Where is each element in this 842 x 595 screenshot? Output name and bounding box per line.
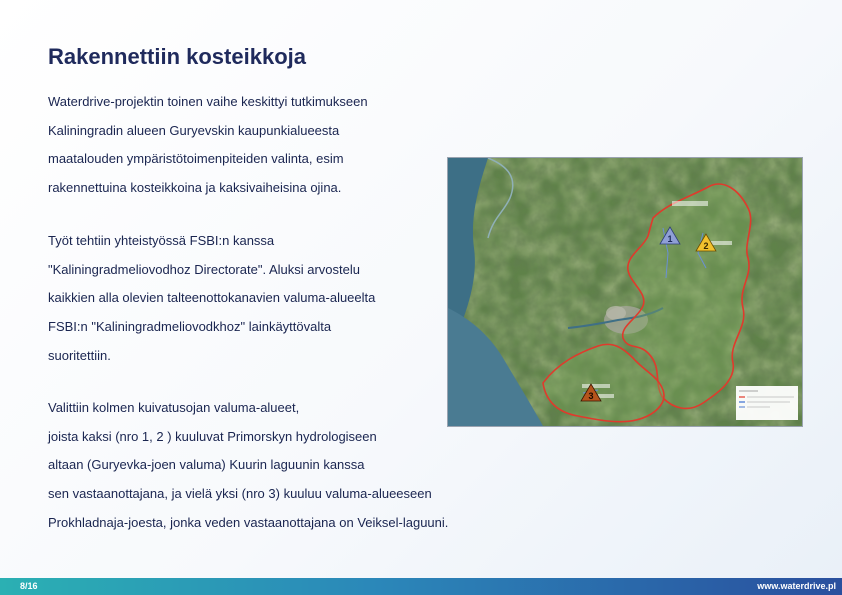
text-line: Prokhladnaja-joesta, jonka veden vastaanottajana on Veiksel-laguuni. — [48, 514, 449, 530]
page-title: Rakennettiin kosteikkoja — [48, 44, 306, 69]
text-line: joista kaksi (nro 1, 2 ) kuuluvat Primorskyn hydrologiseen — [48, 428, 377, 444]
text-line: altaan (Guryevka-joen valuma) Kuurin laguunin kanssa — [48, 457, 365, 473]
text-line: suoritettiin. — [48, 347, 111, 363]
map-satellite-image — [448, 158, 802, 426]
svg-text:1: 1 — [667, 234, 673, 244]
text-line: Työt tehtiin yhteistyössä FSBI:n kanssa — [48, 233, 275, 248]
svg-text:3: 3 — [588, 391, 594, 401]
page-number: 8/16 — [20, 581, 38, 591]
paragraph-cooperation — [48, 227, 375, 371]
text-line: kaikkien alla olevien talteenottokanavien valuma-alueelta — [48, 290, 376, 306]
text-line: Kaliningradin alueen Guryevskin kaupunkialueesta — [48, 122, 340, 138]
text-line: Waterdrive-projektin toinen vaihe keskittyi tutkimukseen — [48, 94, 368, 109]
text-line: rakennettuina kosteikkoina ja kaksivaiheisina ojina. — [48, 180, 342, 196]
catchment-map — [447, 157, 803, 427]
map-legend — [736, 386, 798, 420]
footer-bar — [0, 578, 842, 595]
website-link[interactable]: www.waterdrive.pl — [757, 581, 836, 591]
text-line: Valittiin kolmen kuivatusojan valuma-alueet, — [48, 400, 300, 415]
text-line: maatalouden ympäristötoimenpiteiden valinta, esim — [48, 151, 344, 167]
text-line: FSBI:n "Kaliningradmeliovodkhoz" lainkäyttövalta — [48, 319, 332, 335]
paragraph-catchments — [48, 394, 448, 538]
text-line: sen vastaanottajana, ja vielä yksi (nro 3) kuuluu valuma-alueeseen — [48, 486, 432, 502]
svg-text:2: 2 — [703, 241, 709, 251]
paragraph-intro — [48, 88, 368, 203]
text-line: "Kaliningradmeliovodhoz Directorate". Aluksi arvostelu — [48, 261, 360, 277]
